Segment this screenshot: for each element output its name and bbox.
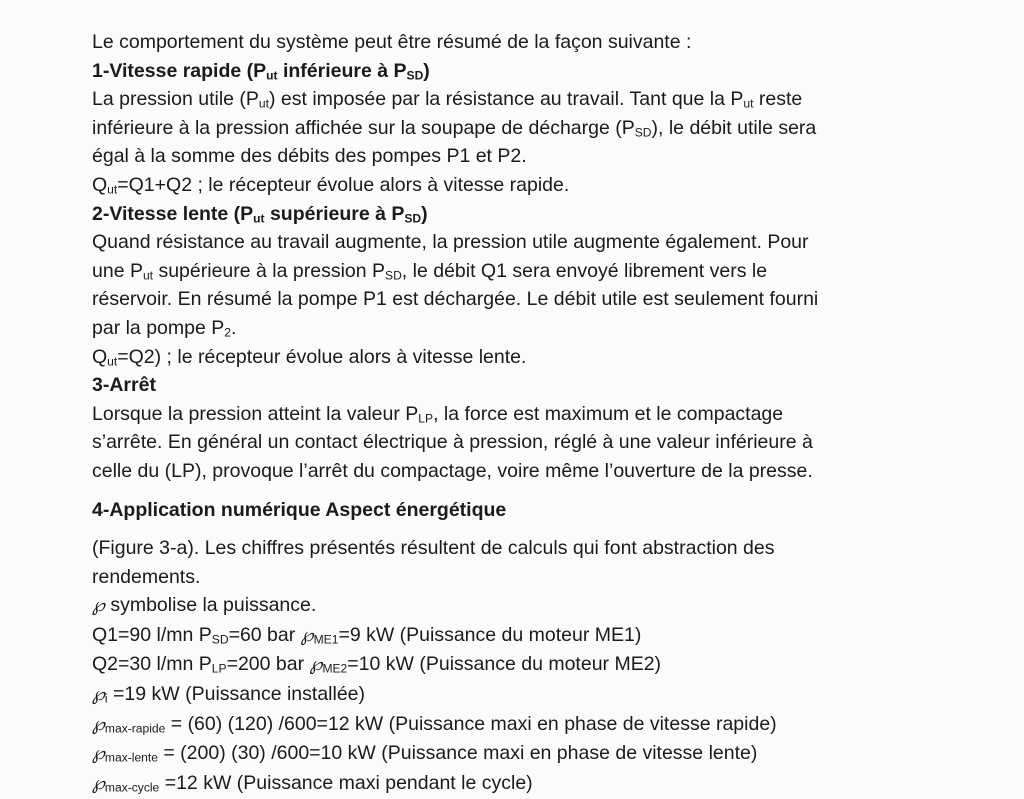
s1-title-text: 1-Vitesse rapide (P xyxy=(92,59,267,82)
text: rendements. xyxy=(92,565,201,588)
paragraph-line xyxy=(92,428,992,457)
text: =200 bar xyxy=(226,653,310,676)
paragraph-line xyxy=(92,114,992,143)
text: Q xyxy=(92,173,108,196)
subscript: LP xyxy=(418,411,434,426)
text: supérieure à la pression P xyxy=(153,259,386,282)
s3-title-text: 3-Arrêt xyxy=(92,374,156,397)
text: Q xyxy=(92,345,108,368)
section-1-title xyxy=(92,57,992,86)
text: reste xyxy=(753,88,803,111)
text: ) est imposée par la résistance au travail. Tant que la P xyxy=(269,88,744,111)
text: par la pompe P xyxy=(92,316,225,339)
formula-line xyxy=(92,680,992,710)
intro-line xyxy=(92,28,992,57)
text: =10 kW (Puissance du moteur ME2) xyxy=(347,653,662,676)
subscript: 2 xyxy=(224,325,231,340)
formula-line xyxy=(92,650,992,680)
text: Lorsque la pression atteint la valeur P xyxy=(92,402,419,425)
text: symbolise la puissance. xyxy=(104,594,317,617)
paragraph-line xyxy=(92,534,992,563)
symbol-line xyxy=(92,591,992,621)
paragraph-line xyxy=(92,257,992,286)
power-symbol: ℘ xyxy=(92,772,105,794)
text: réservoir. En résumé la pompe P1 est déchargée. Le débit utile est seulement fourni xyxy=(92,288,819,311)
s1-title-text: inférieure à P xyxy=(277,59,407,82)
subscript: max-cycle xyxy=(104,780,160,795)
subscript: ut xyxy=(258,96,269,111)
paragraph-line xyxy=(92,457,992,486)
text: = (60) (120) /600=12 kW (Puissance maxi en phase de vitesse rapide) xyxy=(165,712,777,735)
text: . xyxy=(230,316,237,339)
text: , la force est maximum et le compactage xyxy=(433,402,784,425)
text: =19 kW (Puissance installée) xyxy=(107,683,366,706)
formula-line xyxy=(92,343,992,372)
paragraph-line xyxy=(92,228,992,257)
power-symbol: ℘ xyxy=(309,654,323,676)
subscript: SD xyxy=(634,125,652,140)
formula-line xyxy=(92,710,992,740)
text: inférieure à la pression affichée sur la soupape de décharge (P xyxy=(92,116,635,139)
s2-title-text: supérieure à P xyxy=(264,202,405,225)
text: =60 bar xyxy=(228,623,301,646)
intro-text: Le comportement du système peut être résumé de la façon suivante : xyxy=(92,31,692,53)
power-symbol: ℘ xyxy=(92,713,105,735)
text: celle du (LP), provoque l’arrêt du compactage, voire même l’ouverture de la presse. xyxy=(92,459,813,482)
text: (Figure 3-a). Les chiffres présentés résultent de calculs qui font abstraction des xyxy=(92,537,775,560)
power-symbol: ℘ xyxy=(300,624,314,646)
subscript: ut xyxy=(743,96,754,111)
formula-line xyxy=(92,739,992,769)
formula-line xyxy=(92,621,992,651)
subscript: ME2 xyxy=(322,662,348,677)
text: =Q1+Q2 ; le récepteur évolue alors à vitesse rapide. xyxy=(117,173,570,196)
subscript: ut xyxy=(107,354,118,369)
paragraph-line xyxy=(92,85,992,114)
subscript: ut xyxy=(107,182,118,197)
subscript: SD xyxy=(385,268,402,283)
formula-line xyxy=(92,769,992,799)
section-3-title xyxy=(92,371,992,400)
text: Q2=30 l/mn P xyxy=(92,653,212,676)
text: =Q2) ; le récepteur évolue alors à vitesse lente. xyxy=(117,345,527,368)
subscript: SD xyxy=(211,632,229,647)
text: =12 kW (Puissance maxi pendant le cycle) xyxy=(159,771,533,794)
text: une P xyxy=(92,259,143,282)
power-symbol: ℘ xyxy=(92,743,105,765)
text: Q1=90 l/mn P xyxy=(92,623,212,646)
document-page xyxy=(92,28,992,798)
paragraph-line xyxy=(92,285,992,314)
subscript: ME1 xyxy=(313,632,339,647)
text: égal à la somme des débits des pompes P1 et P2. xyxy=(92,145,527,168)
text: , le débit Q1 sera envoyé librement vers le xyxy=(401,259,768,282)
s1-title-text: ) xyxy=(423,59,430,82)
subscript: SD xyxy=(406,68,424,83)
subscript: ut xyxy=(253,211,265,226)
paragraph-line xyxy=(92,314,992,343)
paragraph-line xyxy=(92,142,992,171)
section-2-title xyxy=(92,200,992,229)
s2-title-text: 2-Vitesse lente (P xyxy=(92,202,254,225)
section-4-title xyxy=(92,496,992,525)
formula-line xyxy=(92,171,992,200)
s4-title-text: 4-Application numérique Aspect énergétique xyxy=(92,498,507,521)
text: = (200) (30) /600=10 kW (Puissance maxi en phase de vitesse lente) xyxy=(157,742,758,765)
subscript: max-lente xyxy=(104,750,158,765)
s2-title-text: ) xyxy=(421,202,428,225)
text: =9 kW (Puissance du moteur ME1) xyxy=(338,623,642,646)
subscript: ut xyxy=(266,68,278,83)
text: La pression utile (P xyxy=(92,88,259,111)
subscript: i xyxy=(104,691,108,706)
subscript: LP xyxy=(211,662,227,677)
subscript: SD xyxy=(404,211,422,226)
paragraph-line xyxy=(92,400,992,429)
text: ), le débit utile sera xyxy=(651,116,817,139)
subscript: max-rapide xyxy=(104,721,166,736)
power-symbol: ℘ xyxy=(92,684,105,706)
text: Quand résistance au travail augmente, la pression utile augmente également. Pour xyxy=(92,231,809,254)
text: s’arrête. En général un contact électrique à pression, réglé à une valeur inférieure à xyxy=(92,431,813,454)
paragraph-line xyxy=(92,563,992,592)
subscript: ut xyxy=(142,268,154,283)
power-symbol: ℘ xyxy=(92,595,105,617)
